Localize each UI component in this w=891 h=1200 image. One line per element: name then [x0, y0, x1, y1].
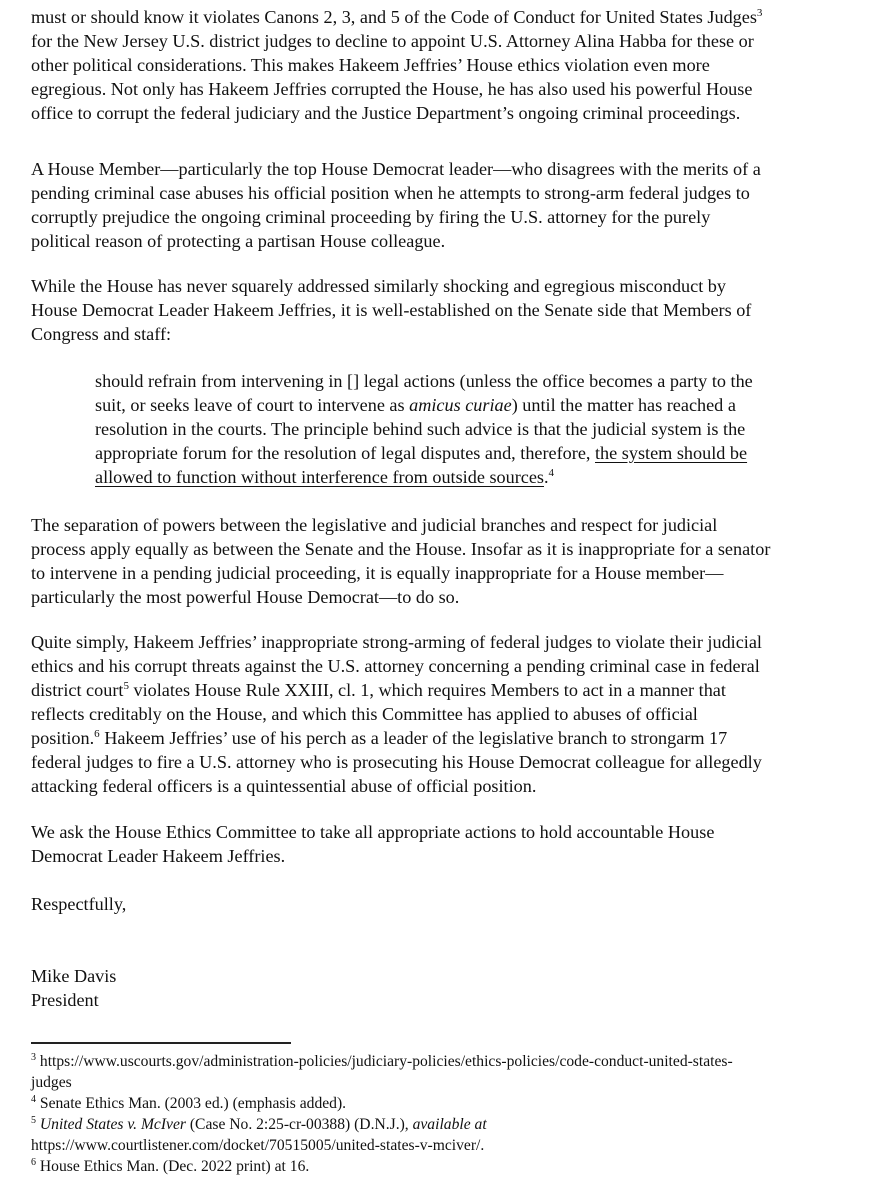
- text-line: corruptly prejudice the ongoing criminal proceeding by firing the U.S. attorney for the purely: [31, 207, 711, 227]
- text-line: A House Member—particularly the top House Democrat leader—who disagrees with the merits of a: [31, 159, 761, 179]
- text-line: must or should know it violates Canons 2, 3, and 5 of the Code of Conduct for United States Judges$^3$: [31, 7, 763, 27]
- text-line: political reason of protecting a partisan House colleague.: [31, 231, 446, 251]
- text-line: appropriate forum for the resolution of legal disputes and, therefore, the system should be: [95, 443, 748, 463]
- text-line: other political considerations. This makes Hakeem Jeffries’ House ethics violation even more: [31, 55, 710, 75]
- footnote-ref-3[interactable]: 3: [756, 7, 763, 19]
- text-line: district court$^5$ violates House Rule XXIII, cl. 1, which requires Members to act in a manner that: [31, 680, 726, 700]
- text-line: House Democrat Leader Hakeem Jeffries, it is well-established on the Senate side that Members of: [31, 300, 752, 320]
- signatory-name: Mike Davis: [31, 966, 117, 986]
- text-line: allowed to function without interference from outside sources.$^4$: [95, 467, 555, 487]
- footnote-ref-4[interactable]: 4: [548, 467, 555, 479]
- footnote-separator: [31, 1042, 291, 1044]
- footnote-5-link[interactable]: https://www.courtlistener.com/docket/70515005/united-states-v-mciver/.: [31, 1137, 485, 1154]
- footnote-3-continued[interactable]: judges: [31, 1074, 72, 1091]
- footnote-link[interactable]: https://www.uscourts.gov/administration-policies/judiciary-policies/ethics-policies/code-conduct-united-states-: [36, 1053, 733, 1070]
- block-quote: [95, 369, 855, 489]
- footnotes: [31, 1051, 871, 1177]
- paragraph-request: [31, 820, 871, 868]
- text-line: Democrat Leader Hakeem Jeffries.: [31, 846, 286, 866]
- text-line: Congress and staff:: [31, 324, 172, 344]
- paragraph-canons-violation: [31, 5, 871, 125]
- footnote-number: 6: [31, 1157, 36, 1168]
- text-line: particularly the most powerful House Democrat—to do so.: [31, 587, 460, 607]
- text-line: position.$^6$ Hakeem Jeffries’ use of his perch as a leader of the legislative branch to strongarm 17: [31, 728, 728, 748]
- text-line: office to corrupt the federal judiciary and the Justice Department’s ongoing criminal proceedings.: [31, 103, 741, 123]
- text-line: We ask the House Ethics Committee to take all appropriate actions to hold accountable House: [31, 822, 715, 842]
- text-line: process apply equally as between the Senate and the House. Insofar as it is inappropriate for a senator: [31, 539, 771, 559]
- footnote-5: $^5$ United States v. McIver (Case No. 2:25-cr-00388) (D.N.J.), available at: [31, 1115, 487, 1133]
- footnote-3: [31, 1051, 871, 1072]
- case-name: United States v. McIver: [36, 1116, 186, 1133]
- paragraph-separation-of-powers: [31, 513, 871, 609]
- text-line: egregious. Not only has Hakeem Jeffries corrupted the House, he has also used his powerful House: [31, 79, 753, 99]
- text-line: resolution in the courts. The principle behind such advice is that the judicial system is the: [95, 419, 746, 439]
- text-line: reflects creditably on the House, and which this Committee has applied to abuses of official: [31, 704, 698, 724]
- text-line: pending criminal case abuses his official position when he attempts to strong-arm federal judges to: [31, 183, 750, 203]
- closing-salutation: Respectfully,: [31, 894, 127, 914]
- italic-term: amicus curiae: [409, 395, 512, 415]
- text-line: for the New Jersey U.S. district judges to decline to appoint U.S. Attorney Alina Habba for these or: [31, 31, 754, 51]
- emphasized-text: allowed to function without interference from outside sources: [95, 467, 544, 487]
- paragraph-quite-simply: [31, 630, 871, 798]
- footnote-number: 5: [31, 1115, 36, 1126]
- footnote-number: 3: [31, 1052, 36, 1063]
- footnote-number: 4: [31, 1094, 36, 1105]
- footnote-4: $^4$ Senate Ethics Man. (2003 ed.) (emphasis added).: [31, 1094, 347, 1112]
- text-line: attacking federal officers is a quintessential abuse of official position.: [31, 776, 537, 796]
- paragraph-house-member-abuse: [31, 157, 871, 253]
- text-line: The separation of powers between the legislative and judicial branches and respect for judicial: [31, 515, 718, 535]
- footnote-ref-5[interactable]: 5: [123, 680, 129, 692]
- text-line: While the House has never squarely addressed similarly shocking and egregious misconduct by: [31, 276, 726, 296]
- text-line: ethics and his corrupt threats against the U.S. attorney concerning a pending criminal case in federal: [31, 656, 760, 676]
- text-line: should refrain from intervening in [] legal actions (unless the office becomes a party to the: [95, 371, 753, 391]
- text-line: suit, or seeks leave of court to intervene as amicus curiae) until the matter has reached a: [95, 395, 736, 415]
- text-line: federal judges to fire a U.S. attorney who is prosecuting his House Democrat colleague for allegedly: [31, 752, 762, 772]
- paragraph-senate-precedent: [31, 274, 871, 346]
- text-line: Quite simply, Hakeem Jeffries’ inappropriate strong-arming of federal judges to violate their judicial: [31, 632, 762, 652]
- signatory-title: President: [31, 990, 99, 1010]
- footnote-ref-6[interactable]: 6: [94, 728, 100, 740]
- footnote-6: $^6$ House Ethics Man. (Dec. 2022 print) at 16.: [31, 1157, 310, 1175]
- text-line: to intervene in a pending judicial proceeding, it is equally inappropriate for a House member—: [31, 563, 724, 583]
- emphasized-text: the system should be: [595, 443, 748, 463]
